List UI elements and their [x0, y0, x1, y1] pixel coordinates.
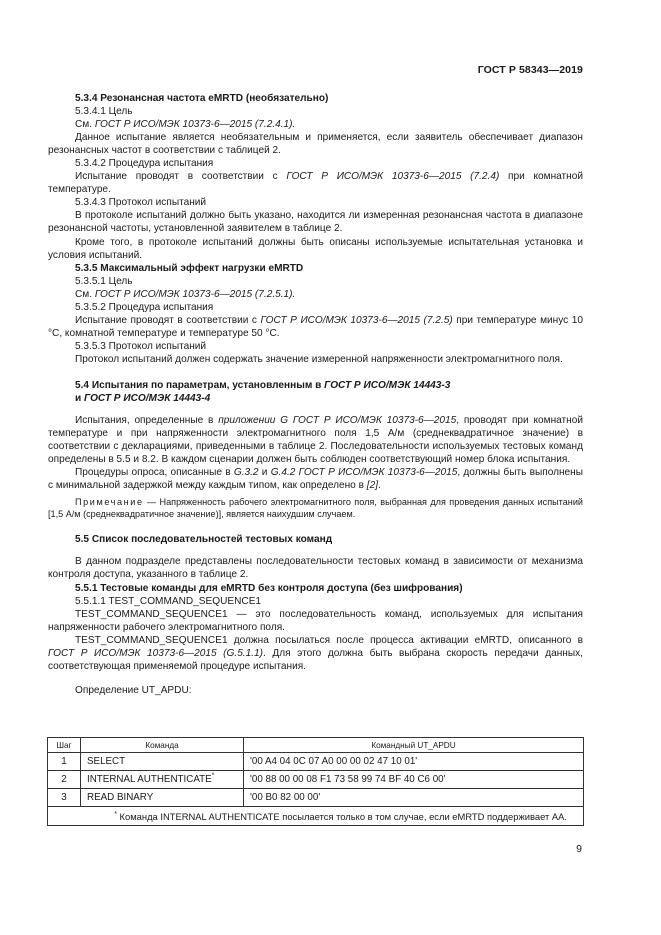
- command-cell: INTERNAL AUTHENTICATE*: [81, 771, 244, 789]
- paragraph: TEST_COMMAND_SEQUENCE1 должна посылаться после процесса активации eMRTD, описанного в ГОСТ Р ИСО/МЭК 10373-6—2015 (G.5.1.1). Для этого должна быть выбрана скорость передачи данных, соответствующая применяемой процедуре испытания.: [48, 634, 583, 672]
- command-cell: SELECT: [81, 753, 244, 771]
- clause-number: 5.3.4.1 Цель: [75, 106, 133, 118]
- clause-number: 5.5.1.1 TEST_COMMAND_SEQUENCE1: [75, 595, 262, 607]
- paragraph: Испытание проводят в соответствии с ГОСТ Р ИСО/МЭК 10373-6—2015 (7.2.4) при комнатной температуре.: [48, 171, 583, 196]
- paragraph: Кроме того, в протоколе испытаний должны быть описаны используемые испытательная установка и условия испытаний.: [48, 236, 583, 261]
- reference: ГОСТ Р ИСО/МЭК 10373-6—2015 (7.2.4.1).: [94, 119, 296, 131]
- paragraph: В протоколе испытаний должно быть указано, находится ли измеренная резонансная частота в диапазоне резонансной частоты, установленной заявителем в таблице 2.: [48, 210, 583, 235]
- table-footnote-row: [48, 807, 584, 826]
- footnote-marker: *: [211, 772, 215, 780]
- step-cell: 2: [48, 771, 81, 789]
- step-cell: 3: [48, 789, 81, 807]
- section-heading: 5.4 Испытания по параметрам, установленным в ГОСТ Р ИСО/МЭК 14443-3 и ГОСТ Р ИСО/МЭК 14443-4: [75, 379, 451, 405]
- paragraph: В данном подразделе представлены последовательности тестовых команд в зависимости от механизма контроля доступа, указанного в таблице 2.: [48, 556, 583, 581]
- table-header-row: [48, 738, 584, 753]
- section-heading: 5.5 Список последовательностей тестовых команд: [75, 534, 333, 546]
- apdu-cell: '00 88 00 00 08 F1 73 58 99 74 BF 40 C6 00': [244, 771, 584, 789]
- reference: ГОСТ Р ИСО/МЭК 10373-6—2015 (7.2.4): [286, 171, 500, 183]
- clause-number: 5.3.5.1 Цель: [75, 275, 133, 287]
- apdu-table: [47, 737, 584, 826]
- paragraph: См. ГОСТ Р ИСО/МЭК 10373-6—2015 (7.2.5.1).: [75, 288, 296, 300]
- clause-number: 5.3.5.2 Процедура испытания: [75, 301, 214, 313]
- document-body: [48, 92, 584, 697]
- paragraph: Протокол испытаний должен содержать значение измеренной напряженности электромагнитного поля.: [75, 353, 563, 365]
- apdu-cell: '00 B0 82 00 00': [244, 789, 584, 807]
- command-cell: READ BINARY: [81, 789, 244, 807]
- standard-header: ГОСТ Р 58343—2019: [477, 64, 583, 76]
- subsection-heading: 5.5.1 Тестовые команды для eMRTD без контроля доступа (без шифрования): [75, 582, 463, 594]
- step-cell: 1: [48, 753, 81, 771]
- section-heading: 5.3.4 Резонансная частота eMRTD (необязательно): [75, 93, 329, 104]
- column-header: Команда: [81, 738, 244, 753]
- clause-number: 5.3.5.3 Протокол испытаний: [75, 340, 207, 352]
- table-row: [48, 753, 584, 771]
- paragraph: Процедуры опроса, описанные в G.3.2 и G.4.2 ГОСТ Р ИСО/МЭК 10373-6—2015, должны быть выполнены с минимальной задержкой между каждым типом, как определено в [2].: [48, 467, 584, 492]
- section-heading: 5.3.5 Максимальный эффект нагрузки eMRTD: [75, 262, 304, 274]
- paragraph: Испытания, определенные в приложении G ГОСТ Р ИСО/МЭК 10373-6—2015, проводят при комнатной температуре и при напряженности электромагнитного поля 1,5 А/м (среднеквадратичное значение) в соответствии с декларациями, приведенными в таблице 2. Последовательности используемых тестовых команд определены в 5.5 и 8.2. В каждом сценарии должен быть соблюден соответствующий номер блока испытания.: [48, 415, 583, 466]
- note: Примечание — Напряженность рабочего электромагнитного поля, выбранная для проведения данных испытаний [1,5 А/м (среднеквадратичное значение)], является наихудшим случаем.: [48, 497, 583, 520]
- column-header: Шаг: [48, 738, 81, 753]
- table-row: [48, 789, 584, 807]
- apdu-cell: '00 A4 04 0C 07 A0 00 00 02 47 10 01': [244, 753, 584, 771]
- table-caption: Определение UT_APDU:: [75, 684, 192, 696]
- column-header: Командный UT_APDU: [244, 738, 584, 753]
- reference: ГОСТ Р ИСО/МЭК 10373-6—2015 (7.2.5): [260, 314, 453, 326]
- table-row: [48, 771, 584, 789]
- paragraph: Испытание проводят в соответствии с ГОСТ Р ИСО/МЭК 10373-6—2015 (7.2.5) при температуре минус 10 °С, комнатной температуре и температуре 50 °С.: [48, 314, 583, 339]
- paragraph: Данное испытание является необязательным и применяется, если заявитель обеспечивает диапазон резонансных частот в соответствии с таблицей 2.: [48, 132, 583, 157]
- reference: приложении G ГОСТ Р ИСО/МЭК 10373-6—2015: [218, 415, 457, 427]
- clause-number: 5.3.4.2 Процедура испытания: [75, 158, 214, 170]
- reference: ГОСТ Р ИСО/МЭК 10373-6—2015 (7.2.5.1).: [94, 288, 296, 300]
- paragraph: См. ГОСТ Р ИСО/МЭК 10373-6—2015 (7.2.4.1).: [75, 119, 296, 131]
- clause-number: 5.3.4.3 Протокол испытаний: [75, 197, 207, 209]
- table-footnote: * Команда INTERNAL AUTHENTICATE посылается только в том случае, если eMRTD поддерживает АА.: [48, 807, 584, 826]
- page-number: 9: [576, 843, 582, 855]
- paragraph: TEST_COMMAND_SEQUENCE1 — это последовательность команд, используемых для испытания напряженности рабочего электромагнитного поля.: [48, 608, 583, 633]
- reference: ГОСТ Р ИСО/МЭК 10373-6—2015 (G.5.1.1): [48, 647, 264, 659]
- note-label: Примечание: [75, 497, 144, 508]
